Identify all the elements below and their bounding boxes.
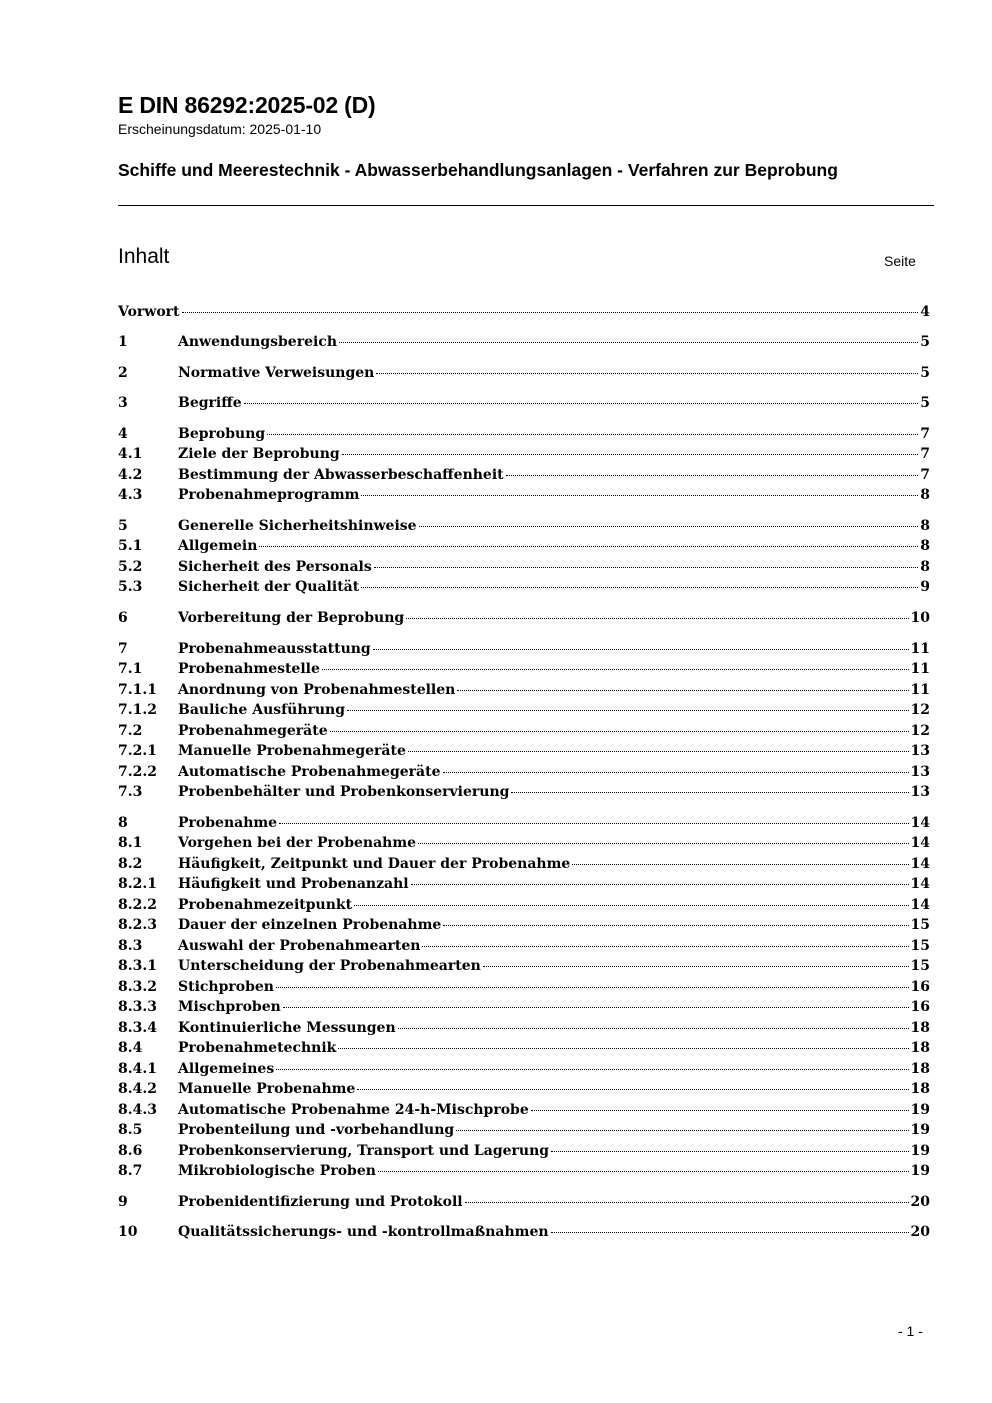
toc-entry-page[interactable]: 14	[910, 835, 930, 851]
toc-entry-title[interactable]: Mikrobiologische Proben	[178, 1163, 376, 1179]
toc-entry-number: 6	[118, 610, 128, 626]
toc-entry[interactable]	[118, 874, 930, 894]
toc-entry-title[interactable]: Ziele der Beprobung	[178, 446, 340, 462]
toc-entry-page[interactable]: 15	[910, 958, 930, 974]
toc-entry-page[interactable]: 16	[910, 979, 930, 995]
toc-entry-title[interactable]: Anwendungsbereich	[178, 334, 337, 350]
toc-entry-page[interactable]: 19	[910, 1163, 930, 1179]
toc-entry[interactable]	[118, 956, 930, 976]
toc-entry-title[interactable]: Probenahmezeitpunkt	[178, 897, 353, 913]
toc-entry-title[interactable]: Probenahmetechnik	[178, 1040, 337, 1056]
toc-entry[interactable]	[118, 577, 930, 597]
toc-entry-title[interactable]: Normative Verweisungen	[178, 365, 375, 381]
toc-entry-title[interactable]: Generelle Sicherheitshinweise	[178, 518, 417, 534]
toc-dot-leader	[398, 1028, 909, 1029]
toc-dot-leader	[330, 731, 909, 732]
toc-entry-title[interactable]: Probenidentifizierung und Protokoll	[178, 1194, 463, 1210]
toc-dot-leader	[276, 987, 909, 988]
toc-entry-number: 8.3.3	[118, 999, 157, 1015]
toc-entry[interactable]	[118, 680, 930, 700]
toc-entry-title[interactable]: Sicherheit des Personals	[178, 559, 372, 575]
toc-entry-title[interactable]: Bestimmung der Abwasserbeschaffenheit	[178, 467, 504, 483]
toc-entry[interactable]	[118, 895, 930, 915]
toc-entry-number: 8.3.2	[118, 979, 157, 995]
toc-entry-number: 4.3	[118, 487, 143, 503]
toc-entry-page[interactable]: 14	[910, 897, 930, 913]
toc-entry-title[interactable]: Probenahmeausstattung	[178, 641, 371, 657]
toc-dot-leader	[465, 1202, 909, 1203]
toc-entry[interactable]	[118, 762, 930, 782]
toc-dot-leader	[357, 1089, 908, 1090]
toc-dot-leader	[511, 792, 908, 793]
toc-entry-title[interactable]: Vorbereitung der Beprobung	[178, 610, 405, 626]
toc-entry-number: 5.2	[118, 559, 143, 575]
toc-dot-leader	[267, 434, 918, 435]
toc-entry-number: 4.1	[118, 446, 143, 462]
toc-entry-title[interactable]: Anordnung von Probenahmestellen	[178, 682, 456, 698]
toc-entry-page[interactable]: 15	[910, 938, 930, 954]
toc-entry[interactable]	[118, 721, 930, 741]
toc-entry-title[interactable]: Qualitätssicherungs- und -kontrollmaßnahmen	[178, 1224, 549, 1240]
toc-entry-number: 7.3	[118, 784, 143, 800]
toc-entry-number: 8.4.3	[118, 1102, 157, 1118]
toc-entry-title[interactable]: Sicherheit der Qualität	[178, 579, 360, 595]
toc-entry-page[interactable]: 20	[910, 1224, 930, 1240]
toc-entry[interactable]	[118, 639, 930, 659]
toc-entry-page[interactable]: 10	[910, 610, 930, 626]
toc-entry-title[interactable]: Kontinuierliche Messungen	[178, 1020, 396, 1036]
toc-entry[interactable]	[118, 557, 930, 577]
toc-entry[interactable]	[118, 977, 930, 997]
toc-entry-page[interactable]: 18	[910, 1020, 930, 1036]
toc-entry-number: 8.3.4	[118, 1020, 157, 1036]
toc-entry[interactable]	[118, 915, 930, 935]
toc-entry-page[interactable]: 11	[910, 682, 930, 698]
toc-entry-page[interactable]: 12	[910, 723, 930, 739]
toc-entry-page[interactable]: 7	[920, 467, 930, 483]
toc-entry[interactable]	[118, 1222, 930, 1242]
toc-entry-page[interactable]: 11	[910, 661, 930, 677]
toc-entry-title[interactable]: Auswahl der Probenahmearten	[178, 938, 421, 954]
toc-entry[interactable]	[118, 424, 930, 444]
toc-entry-number: 8.3.1	[118, 958, 157, 974]
toc-entry[interactable]	[118, 1059, 930, 1079]
toc-entry-number: 7.1.2	[118, 702, 157, 718]
toc-page-column-label: Seite	[884, 253, 916, 269]
toc-entry-page[interactable]: 14	[910, 815, 930, 831]
toc-entry-page[interactable]: 5	[920, 365, 930, 381]
toc-entry-number: 7.2.2	[118, 764, 157, 780]
toc-entry[interactable]	[118, 1079, 930, 1099]
toc-entry[interactable]	[118, 1038, 930, 1058]
toc-entry-title[interactable]: Bauliche Ausführung	[178, 702, 346, 718]
toc-dot-leader	[422, 946, 908, 947]
toc-entry-page[interactable]: 4	[920, 304, 930, 320]
toc-entry[interactable]	[118, 302, 930, 322]
toc-dot-leader	[408, 751, 909, 752]
toc-entry[interactable]	[118, 833, 930, 853]
toc-entry[interactable]	[118, 854, 930, 874]
toc-dot-leader	[457, 690, 908, 691]
toc-entry-number: 1	[118, 334, 128, 350]
toc-entry-title[interactable]: Probenkonservierung, Transport und Lagerung	[178, 1143, 550, 1159]
toc-entry-number: 7.2.1	[118, 743, 157, 759]
toc-entry-page[interactable]: 9	[920, 579, 930, 595]
toc-entry-number: 4.2	[118, 467, 143, 483]
toc-entry-title[interactable]: Unterscheidung der Probenahmearten	[178, 958, 481, 974]
toc-entry-page[interactable]: 19	[910, 1102, 930, 1118]
toc-dot-leader	[506, 475, 919, 476]
toc-entry[interactable]	[118, 332, 930, 352]
toc-entry-page[interactable]: 12	[910, 702, 930, 718]
toc-dot-leader	[276, 1069, 908, 1070]
toc-entry[interactable]	[118, 1120, 930, 1140]
toc-entry-page[interactable]: 8	[920, 487, 930, 503]
toc-entry-title[interactable]: Manuelle Probenahme	[178, 1081, 356, 1097]
toc-dot-leader	[361, 495, 918, 496]
toc-entry-page[interactable]: 15	[910, 917, 930, 933]
toc-entry[interactable]	[118, 936, 930, 956]
toc-entry[interactable]	[118, 1192, 930, 1212]
toc-dot-leader	[378, 1171, 909, 1172]
toc-entry-page[interactable]: 14	[910, 876, 930, 892]
toc-dot-leader	[279, 823, 908, 824]
toc-entry-number: 8.2.2	[118, 897, 157, 913]
toc-dot-leader	[551, 1232, 909, 1233]
toc-entry-page[interactable]: 11	[910, 641, 930, 657]
toc-entry-title[interactable]: Beprobung	[178, 426, 266, 442]
toc-entry[interactable]	[118, 465, 930, 485]
toc-entry-number: 8.4.2	[118, 1081, 157, 1097]
toc-entry-page[interactable]: 5	[920, 334, 930, 350]
toc-entry-title[interactable]: Stichproben	[178, 979, 274, 995]
toc-entry-number: 8.2.1	[118, 876, 157, 892]
toc-entry-title[interactable]: Allgemeines	[178, 1061, 275, 1077]
toc-entry[interactable]	[118, 700, 930, 720]
toc-dot-leader	[374, 567, 919, 568]
toc-entry-number: 5	[118, 518, 128, 534]
document-subject: Schiffe und Meerestechnik - Abwasserbehandlungsanlagen - Verfahren zur Beprobung	[118, 160, 838, 180]
document-title: E DIN 86292:2025-02 (D)	[118, 92, 376, 118]
toc-entry-number: 5.3	[118, 579, 143, 595]
toc-entry-page[interactable]: 7	[920, 446, 930, 462]
toc-entry-number: 8.2	[118, 856, 143, 872]
toc-entry-title[interactable]: Vorgehen bei der Probenahme	[178, 835, 417, 851]
toc-entry-page[interactable]: 19	[910, 1122, 930, 1138]
toc-dot-leader	[376, 373, 918, 374]
toc-entry-title[interactable]: Probenahmegeräte	[178, 723, 328, 739]
toc-entry-page[interactable]: 13	[910, 784, 930, 800]
toc-entry-page[interactable]: 13	[910, 764, 930, 780]
toc-entry-page[interactable]: 8	[920, 518, 930, 534]
toc-dot-leader	[531, 1110, 909, 1111]
toc-dot-leader	[443, 772, 909, 773]
toc-entry-page[interactable]: 14	[910, 856, 930, 872]
toc-entry-page[interactable]: 13	[910, 743, 930, 759]
toc-entry-number: 5.1	[118, 538, 143, 554]
toc-dot-leader	[259, 546, 918, 547]
toc-entry-title[interactable]: Probenteilung und -vorbehandlung	[178, 1122, 455, 1138]
toc-entry-title[interactable]: Mischproben	[178, 999, 281, 1015]
toc-entry-number: 4	[118, 426, 128, 442]
toc-dot-leader	[283, 1007, 909, 1008]
toc-entry-number: 8.4.1	[118, 1061, 157, 1077]
toc-entry-number: 8.5	[118, 1122, 143, 1138]
toc-entry[interactable]	[118, 1018, 930, 1038]
toc-entry[interactable]	[118, 363, 930, 383]
toc-entry[interactable]	[118, 1100, 930, 1120]
toc-entry-page[interactable]: 19	[910, 1143, 930, 1159]
toc-entry-number: 8.6	[118, 1143, 143, 1159]
toc-entry-title[interactable]: Probenahmestelle	[178, 661, 320, 677]
toc-dot-leader	[443, 925, 908, 926]
toc-dot-leader	[411, 884, 909, 885]
toc-entry[interactable]	[118, 393, 930, 413]
toc-entry-page[interactable]: 8	[920, 559, 930, 575]
toc-entry[interactable]	[118, 813, 930, 833]
toc-entry-number: 7	[118, 641, 128, 657]
toc-dot-leader	[361, 587, 918, 588]
toc-entry-title[interactable]: Vorwort	[118, 304, 180, 320]
toc-dot-leader	[373, 649, 909, 650]
toc-entry-page[interactable]: 18	[910, 1040, 930, 1056]
toc-entry-number: 8.2.3	[118, 917, 157, 933]
toc-entry[interactable]	[118, 782, 930, 802]
toc-entry[interactable]	[118, 741, 930, 761]
toc-dot-leader	[483, 966, 909, 967]
toc-entry-page[interactable]: 8	[920, 538, 930, 554]
toc-entry-title[interactable]: Probenahmeprogramm	[178, 487, 360, 503]
toc-entry-page[interactable]: 18	[910, 1061, 930, 1077]
page-number: - 1 -	[898, 1323, 923, 1339]
toc-entry[interactable]	[118, 997, 930, 1017]
toc-entry-number: 8	[118, 815, 128, 831]
toc-entry-title[interactable]: Allgemein	[178, 538, 258, 554]
toc-entry-page[interactable]: 20	[910, 1194, 930, 1210]
toc-dot-leader	[244, 403, 919, 404]
toc-heading: Inhalt	[118, 245, 170, 268]
toc-entry[interactable]	[118, 1161, 930, 1181]
toc-dot-leader	[182, 312, 919, 313]
toc-entry[interactable]	[118, 608, 930, 628]
toc-entry-page[interactable]: 18	[910, 1081, 930, 1097]
toc-entry-number: 8.4	[118, 1040, 143, 1056]
header-rule	[118, 205, 934, 206]
toc-dot-leader	[418, 843, 908, 844]
toc-entry-title[interactable]: Häufigkeit, Zeitpunkt und Dauer der Probenahme	[178, 856, 571, 872]
toc-dot-leader	[342, 454, 919, 455]
toc-entry-number: 8.7	[118, 1163, 143, 1179]
toc-dot-leader	[419, 526, 919, 527]
toc-entry[interactable]	[118, 516, 930, 536]
toc-entry-title[interactable]: Dauer der einzelnen Probenahme	[178, 917, 442, 933]
toc-entry-page[interactable]: 7	[920, 426, 930, 442]
toc-dot-leader	[322, 669, 909, 670]
toc-entry[interactable]	[118, 444, 930, 464]
toc-dot-leader	[354, 905, 908, 906]
toc-entry-number: 10	[118, 1224, 138, 1240]
toc-entry-page[interactable]: 16	[910, 999, 930, 1015]
toc-entry-title[interactable]: Probenbehälter und Probenkonservierung	[178, 784, 510, 800]
toc-entry-number: 2	[118, 365, 128, 381]
toc-entry-number: 7.1.1	[118, 682, 157, 698]
toc-entry-number: 7.1	[118, 661, 143, 677]
toc-entry-title[interactable]: Manuelle Probenahmegeräte	[178, 743, 406, 759]
toc-dot-leader	[338, 1048, 908, 1049]
toc-entry-title[interactable]: Begriffe	[178, 395, 242, 411]
publication-date: Erscheinungsdatum: 2025-01-10	[118, 121, 322, 137]
toc-dot-leader	[347, 710, 908, 711]
toc-entry-title[interactable]: Probenahme	[178, 815, 278, 831]
toc-dot-leader	[456, 1130, 908, 1131]
toc-dot-leader	[551, 1151, 908, 1152]
toc-entry-page[interactable]: 5	[920, 395, 930, 411]
toc-entry[interactable]	[118, 485, 930, 505]
toc-entry-title[interactable]: Automatische Probenahmegeräte	[178, 764, 441, 780]
toc-entry-title[interactable]: Automatische Probenahme 24-h-Mischprobe	[178, 1102, 529, 1118]
toc-dot-leader	[572, 864, 908, 865]
toc-entry[interactable]	[118, 1141, 930, 1161]
toc-entry-number: 7.2	[118, 723, 143, 739]
toc-entry[interactable]	[118, 659, 930, 679]
toc-entry-number: 3	[118, 395, 128, 411]
toc-entry-title[interactable]: Häufigkeit und Probenanzahl	[178, 876, 409, 892]
toc-entry-number: 9	[118, 1194, 128, 1210]
toc-entry-number: 8.1	[118, 835, 143, 851]
toc-dot-leader	[406, 618, 908, 619]
toc-dot-leader	[339, 342, 918, 343]
toc-entry-number: 8.3	[118, 938, 143, 954]
toc-entry[interactable]	[118, 536, 930, 556]
